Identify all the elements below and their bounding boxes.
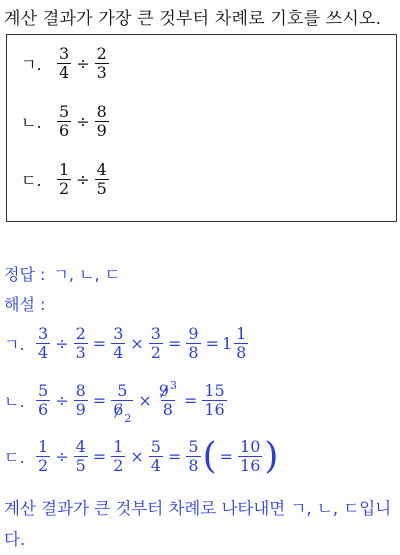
divide-sign: ÷ bbox=[55, 447, 69, 467]
fraction: $\frac{8}{9}$ bbox=[96, 102, 107, 141]
fraction: $\frac{4}{5}$ bbox=[96, 160, 107, 199]
equals-sign: = bbox=[167, 447, 182, 467]
cancelled-digit: 6 bbox=[113, 400, 124, 420]
explanation-line-2 bbox=[4, 379, 229, 426]
fraction: $\frac{5}{8}$ bbox=[188, 437, 199, 476]
divide-sign: ÷ bbox=[76, 54, 90, 74]
options-box bbox=[6, 34, 397, 222]
fraction: $\frac{5}{6}$ bbox=[38, 381, 49, 420]
close-paren: ) bbox=[264, 435, 279, 477]
fraction: $\frac{1}{2}$ bbox=[38, 437, 49, 476]
fraction: $\frac{9^3}{8}$ bbox=[158, 379, 177, 420]
option-b bbox=[21, 103, 111, 141]
fraction: $\frac{1}{2}$ bbox=[113, 437, 124, 476]
fraction: $\frac{5}{6}$ bbox=[59, 102, 70, 141]
equals-sign: = bbox=[92, 334, 107, 354]
answer-value: ㄱ, ㄴ, ㄷ bbox=[53, 265, 121, 284]
option-mark: ㄴ. bbox=[21, 113, 42, 133]
divide-sign: ÷ bbox=[76, 170, 90, 190]
line-mark: ㄷ. bbox=[4, 448, 25, 468]
reduced-digit: 2 bbox=[124, 412, 132, 426]
option-c bbox=[21, 161, 111, 199]
line-mark: ㄱ. bbox=[4, 335, 25, 355]
fraction: $\frac{9}{8}$ bbox=[188, 324, 199, 363]
divide-sign: ÷ bbox=[55, 391, 69, 411]
fraction: $\frac{2}{3}$ bbox=[96, 44, 107, 83]
divide-sign: ÷ bbox=[55, 334, 69, 354]
equals-sign: = bbox=[183, 391, 198, 411]
reduced-digit: 3 bbox=[169, 379, 177, 392]
fraction: $\frac{3}{4}$ bbox=[38, 324, 49, 363]
answer-label: 정답 : bbox=[4, 265, 46, 284]
times-sign: × bbox=[138, 391, 152, 411]
fraction: $\frac{1}{8}$ bbox=[236, 324, 247, 363]
fraction: $\frac{2}{3}$ bbox=[75, 324, 86, 363]
option-mark: ㄷ. bbox=[21, 171, 42, 191]
equals-sign: = bbox=[167, 334, 182, 354]
times-sign: × bbox=[130, 447, 144, 467]
fraction: $\frac{3}{4}$ bbox=[59, 44, 70, 83]
conclusion-text: 계산 결과가 큰 것부터 차례로 나타내면 ㄱ, ㄴ, ㄷ입니다. bbox=[4, 499, 392, 549]
times-sign: × bbox=[130, 334, 144, 354]
equals-sign: = bbox=[219, 447, 234, 467]
line-mark: ㄴ. bbox=[4, 392, 25, 412]
question-text: 계산 결과가 가장 큰 것부터 차례로 기호를 쓰시오. bbox=[4, 9, 382, 29]
fraction: $\frac{3}{2}$ bbox=[150, 324, 161, 363]
fraction: $\frac{10}{16}$ bbox=[240, 437, 261, 476]
explanation-line-1 bbox=[4, 325, 250, 363]
explanation-line-3 bbox=[4, 435, 279, 477]
fraction: $\frac{8}{9}$ bbox=[75, 381, 86, 420]
option-a bbox=[21, 45, 111, 83]
whole-number: 1 bbox=[221, 334, 233, 354]
fraction: $\frac{15}{16}$ bbox=[204, 381, 225, 420]
explanation-label: 해설 : bbox=[4, 295, 46, 314]
fraction: $\frac{4}{5}$ bbox=[75, 437, 86, 476]
cancelled-digit: 9 bbox=[158, 381, 169, 400]
equals-sign: = bbox=[92, 391, 107, 411]
equals-sign: = bbox=[205, 334, 219, 354]
open-paren: ( bbox=[202, 435, 217, 477]
fraction: $\frac{5}{4}$ bbox=[150, 437, 161, 476]
answer-line bbox=[4, 262, 120, 285]
fraction: $\frac{1}{2}$ bbox=[59, 160, 70, 199]
equals-sign: = bbox=[92, 447, 107, 467]
option-mark: ㄱ. bbox=[21, 55, 42, 75]
fraction: $\frac{3}{4}$ bbox=[113, 324, 124, 363]
divide-sign: ÷ bbox=[76, 112, 90, 132]
fraction: $\frac{5}{6_2}$ bbox=[113, 381, 132, 426]
